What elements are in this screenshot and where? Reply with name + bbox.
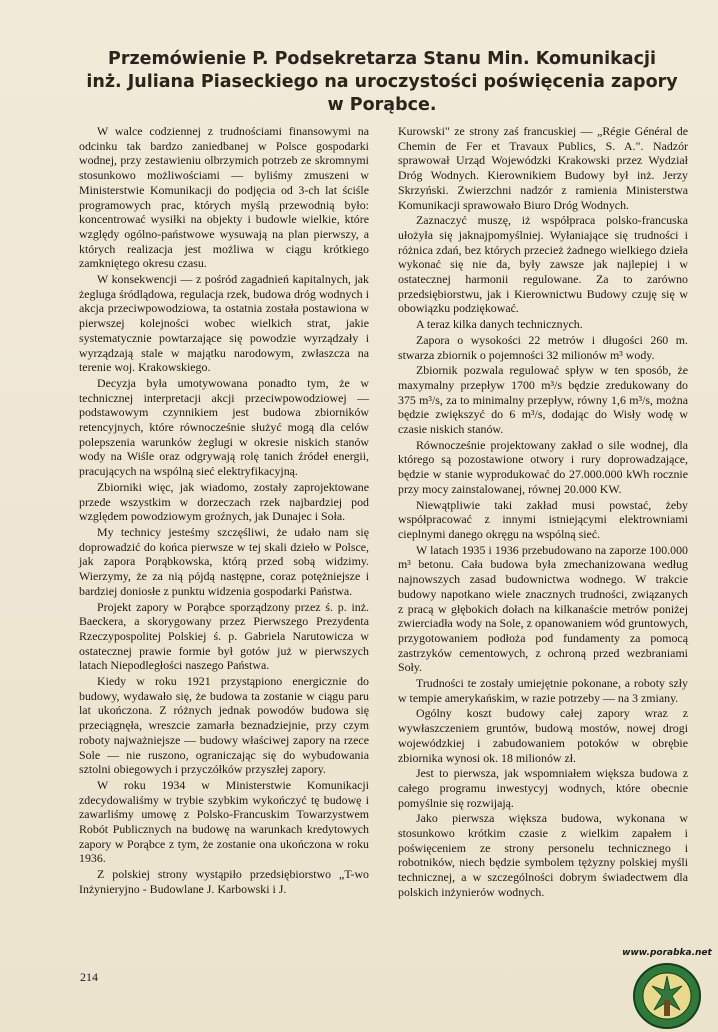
article-title xyxy=(62,48,702,117)
paragraph: W walce codziennej z trudnościami finansowymi na odcinku tak bardzo zaniedbanej w Polsce gospodarki wodnej, przy zestawieniu olbrzymich potrzeb ze skromnymi stosunkowo możliwościami — byliśmy zmuszeni w Ministerstwie Komunikacji do podjęcia od 3-ch lat ściśle programowych prac, których myślą przewodnią było: koncentrować wysiłki na objekty i budowle wielkie, które względy ogólno-państwowe wysuwają na plan pierwszy, a których realizacja jest możliwa w ciągu krótkiego zamkniętego okresu czasu. xyxy=(79,124,369,271)
page-number: 214 xyxy=(80,970,98,984)
title-line-1: Przemówienie P. Podsekretarza Stanu Min. Komunikacji xyxy=(108,49,656,69)
paragraph: Zaznaczyć muszę, iż współpraca polsko-francuska ułożyła się jaknajpomyślniej. Wyłaniające się trudności i różnica zdań, bez których przecież żadnego wielkiego dzieła wykonać się nie da, były zawsze jak najlepiej i w ostatecznej harmonii regulowane. Za to zarówno przedsiębiorstwu, jak i Kierownictwu Budowy czuję się w obowiązku podziękować. xyxy=(398,213,688,316)
paragraph: W konsekwencji — z pośród zagadnień kapitalnych, jak żegluga śródlądowa, regulacja rzek, budowa dróg wodnych i akcja przeciwpowodziowa, ta ostatnia została postawiona w pierwszej kolejności wobec wielkich strat, jakie systematycznie powtarzające się powodzie wyrządzały i wyrządzają stale w majątku narodowym, zwłaszcza na terenie woj. Krakowskiego. xyxy=(79,272,369,375)
paragraph: W roku 1934 w Ministerstwie Komunikacji zdecydowaliśmy w trybie szybkim wykończyć tę budowę i zawarliśmy umowę z Polsko-Francuskim Towarzystwem Robót Publicznych na budowę na warunkach kredytowych zapory w Porąbce z tym, że zostanie ona ukończona w roku 1936. xyxy=(79,777,369,866)
society-stamp xyxy=(618,948,716,1030)
paragraph: Projekt zapory w Porąbce sporządzony przez ś. p. inż. Baeckera, a skorygowany przez Pierwszego Prezydenta Rzeczypospolitej Polskiej ś. p. Gabriela Narutowicza w ostatecznej prawie formie był gotów już w pierwszych latach Niepodległości naszego Państwa. xyxy=(79,599,369,673)
paragraph: Zbiorniki więc, jak wiadomo, zostały zaprojektowane przede wszystkim w dorzeczach rzek najbardziej pod względem powodziowym groźnych, jak Dunajec i Soła. xyxy=(79,479,369,524)
paragraph: Jako pierwsza większa budowa, wykonana w stosunkowo krótkim czasie z wielkim zapałem i poświęceniem ze strony personelu technicznego i robotników, niech będzie symbolem tężyzny polskiej myśli technicznej, a w szczególności dobrym świadectwem dla polskich inżynierów wodnych. xyxy=(398,811,688,899)
paragraph: Zbiornik pozwala regulować spływ w ten sposób, że maxymalny przepływ 1700 m³/s będzie zredukowany do 375 m³/s, za to minimalny przepływ, równy 1,6 m³/s, można będzie zwiększyć do 6 m³/s, dodając do Wisły wodę w czasie niskich stanów. xyxy=(398,363,688,437)
watermark-url: www.porabka.net xyxy=(622,948,712,958)
society-emblem-icon xyxy=(626,960,708,1030)
title-line-2: inż. Juliana Piaseckiego na uroczystości poświęcenia zapory xyxy=(86,72,678,92)
paragraph: Decyzja była umotywowana ponadto tym, że w technicznej interpretacji akcji przeciwpowodziowej — podstawowym czynnikiem jest budowa zbiorników retencyjnych, które równocześnie służyć mogą dla celów polepszenia warunków żeglugi w okresie niskich stanów wody na Wiśle oraz odgrywają rolę tanich źródeł energii, pracujących na wspólną sieć elektryfikacyjną. xyxy=(79,375,369,479)
paragraph: Ogólny koszt budowy całej zapory wraz z wywłaszczeniem gruntów, budową mostów, nowej drogi wojewódzkiej i zabudowaniem potoków w obrębie zbiornika wynosi ok. 18 milionów zł. xyxy=(398,706,688,765)
paragraph: Zapora o wysokości 22 metrów i długości 260 m. stwarza zbiornik o pojemności 32 milionów m³ wody. xyxy=(398,332,688,362)
left-column xyxy=(79,124,369,898)
paragraph: Jest to pierwsza, jak wspomniałem większa budowa z całego programu inwestycyj wodnych, które obecnie pomyślnie się rozwijają. xyxy=(398,766,688,810)
paragraph: Niewątpliwie taki zakład musi powstać, żeby współpracować z innymi istniejącymi elektrowniami cieplnymi danego okręgu na wspólną sieć. xyxy=(398,497,688,541)
paragraph: Kiedy w roku 1921 przystąpiono energicznie do budowy, wydawało się, że budowa ta zostanie w ciągu paru lat ukończona. Z różnych jednak powodów budowa się przeciągnęła, wreszcie zamarła beznadziejnie, przy czym roboty najważniejsze — budowy właściwej zapory na rzece Sole — nie ruszono, ograniczając się do wybudowania sztolni obiegowych i przyczółków przyszłej zapory. xyxy=(79,674,369,777)
paragraph: My technicy jesteśmy szczęśliwi, że udało nam się doprowadzić do końca pierwsze w tej skali dzieło w Polsce, jak zapora Porąbkowska, którą przed sobą widzimy. Wierzymy, że za nią pójdą następne, coraz potężniejsze i bardziej doniosłe z punktu widzenia gospodarki Państwa. xyxy=(79,524,369,598)
paragraph: Z polskiej strony wystąpiło przedsiębiorstwo „T-wo Inżynieryjno - Budowlane J. Karbowski i J. xyxy=(79,867,369,896)
paragraph: Kurowski" ze strony zaś francuskiej — „Régie Général de Chemin de Fer et Travaux Publics, S. A.". Nadzór sprawował Urząd Wojewódzki Krakowski przez Wydział Dróg Wodnych. Kierownikiem Budowy był inż. Jerzy Skrzyński. Zwierzchni nadzór z ramienia Ministerstwa Komunikacji sprawowało Biuro Dróg Wodnych. xyxy=(398,124,688,212)
paragraph: Trudności te zostały umiejętnie pokonane, a roboty szły w tempie amerykańskim, w razie potrzeby — na 3 zmiany. xyxy=(398,676,688,705)
paragraph: A teraz kilka danych technicznych. xyxy=(416,317,583,332)
right-column xyxy=(398,124,688,901)
title-line-3: w Porąbce. xyxy=(327,95,437,115)
paragraph: W latach 1935 i 1936 przebudowano na zaporze 100.000 m³ betonu. Cała budowa była zmechanizowana według najnowszych zasad budownictwa wodnego. W trakcie budowy napotkano wiele znacznych trudności, związanych z pracą w głębokich dołach na kilkanaście metrów poniżej zwierciadła wody na Sole, z opanowaniem wód gruntowych, przygotowaniem podłoża pod fundamenty za pomocą zastrzyków cementowych, z ochroną przed wezbraniami Soły. xyxy=(398,542,688,675)
paragraph: Równocześnie projektowany zakład o sile wodnej, dla którego są pozostawione otwory i rury doprowadzające, będzie w stanie wyprodukować do 27.000.000 kWh rocznie przy mocy zainstalowanej, równej 20.000 KW. xyxy=(398,437,688,496)
